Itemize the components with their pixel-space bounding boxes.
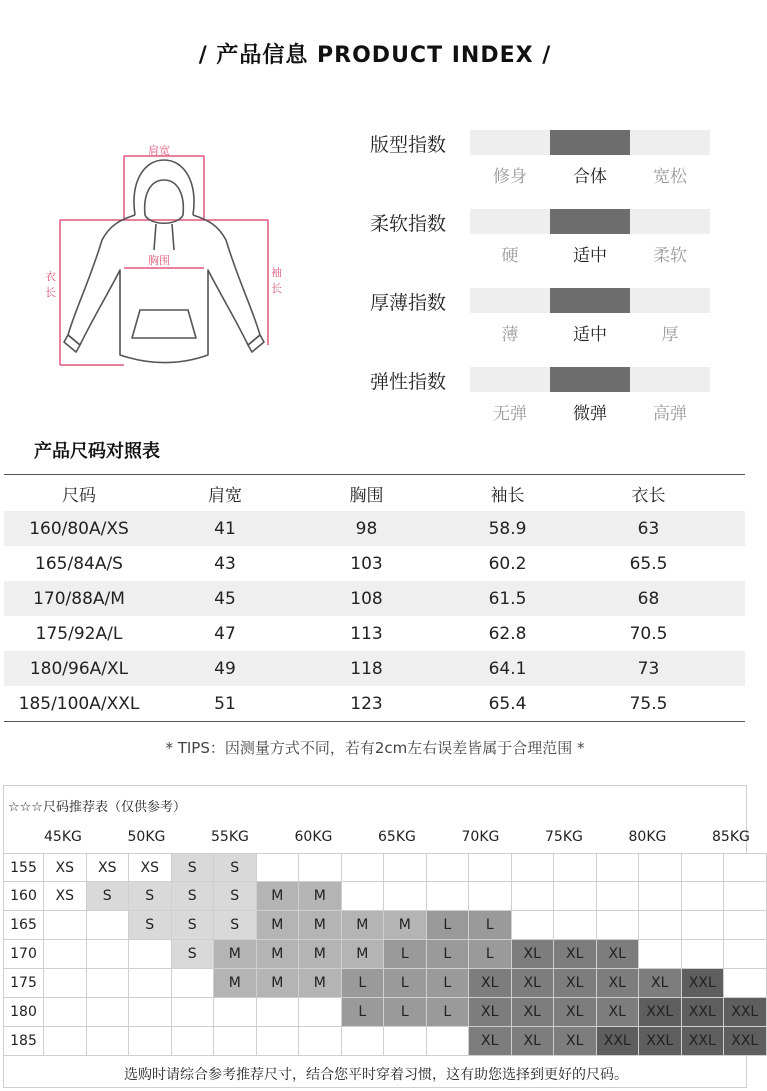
- header-cell: 袖长: [490, 485, 525, 506]
- size-cell: [384, 1027, 427, 1056]
- index-option-selected: 微弹: [573, 404, 607, 424]
- size-cell: [597, 911, 640, 940]
- size-cell: [129, 940, 172, 969]
- size-cell: [512, 911, 555, 940]
- table-cell: 180/96A/XL: [29, 658, 129, 679]
- index-option-selected: 合体: [573, 167, 607, 187]
- size-cell: [682, 882, 725, 911]
- index-marker: [550, 130, 630, 155]
- size-cell: [427, 882, 470, 911]
- index-option: 柔软: [653, 246, 687, 266]
- size-cell: S: [214, 911, 257, 940]
- index-option: 硬: [501, 246, 519, 266]
- height-label: 170: [4, 940, 44, 969]
- size-cell: [44, 969, 87, 998]
- size-cell: XXL: [639, 1027, 682, 1056]
- size-cell: [129, 1027, 172, 1056]
- size-table: [4, 474, 745, 722]
- size-cell: [724, 911, 767, 940]
- size-cell: [682, 911, 725, 940]
- size-cell: L: [384, 998, 427, 1027]
- size-cell: XXL: [597, 1027, 640, 1056]
- table-cell: 47: [214, 623, 236, 644]
- index-marker: [550, 288, 630, 313]
- size-cell: [87, 969, 130, 998]
- weight-label: 55KG: [211, 829, 249, 845]
- weight-label: 65KG: [378, 829, 416, 845]
- weight-label: 75KG: [545, 829, 583, 845]
- table-cell: 61.5: [488, 588, 527, 609]
- table-cell: 108: [350, 588, 383, 609]
- sleeve-label-1: 袖: [271, 266, 282, 279]
- table-cell: 170/88A/M: [33, 588, 125, 609]
- table-cell: 98: [355, 518, 378, 539]
- size-cell: L: [469, 911, 512, 940]
- size-cell: XXL: [639, 998, 682, 1027]
- table-cell: 175/92A/L: [35, 623, 123, 644]
- size-cell: [639, 853, 682, 882]
- size-cell: S: [172, 882, 215, 911]
- index-option-selected: 适中: [573, 246, 607, 266]
- index-option: 无弹: [493, 404, 527, 424]
- size-cell: [87, 1027, 130, 1056]
- size-cell: XXL: [682, 998, 725, 1027]
- size-cell: L: [427, 940, 470, 969]
- table-cell: 60.2: [488, 553, 527, 574]
- size-cell: [554, 882, 597, 911]
- size-cell: [427, 853, 470, 882]
- size-cell: [87, 940, 130, 969]
- index-bar: [470, 367, 710, 392]
- size-cell: S: [214, 853, 257, 882]
- table-cell: 123: [350, 693, 383, 714]
- size-cell: XS: [129, 853, 172, 882]
- size-cell: XL: [554, 998, 597, 1027]
- table-cell: 160/80A/XS: [29, 518, 129, 539]
- size-cell: XL: [554, 969, 597, 998]
- size-cell: XL: [469, 998, 512, 1027]
- size-cell: M: [342, 911, 385, 940]
- size-cell: M: [257, 911, 300, 940]
- size-cell: XL: [469, 969, 512, 998]
- table-cell: 113: [350, 623, 383, 644]
- size-cell: M: [299, 969, 342, 998]
- recommendation-title: ☆☆☆尺码推荐表（仅供参考）: [8, 800, 186, 815]
- recommendation-footer: 选购时请综合参考推荐尺寸，结合您平时穿着习惯，这有助您选择到更好的尺码。: [124, 1067, 628, 1083]
- size-cell: [554, 853, 597, 882]
- size-cell: [639, 911, 682, 940]
- size-cell: L: [342, 998, 385, 1027]
- size-cell: [299, 998, 342, 1027]
- size-cell: [597, 853, 640, 882]
- table-cell: 103: [350, 553, 383, 574]
- table-cell: 70.5: [629, 623, 668, 644]
- size-cell: [214, 1027, 257, 1056]
- weight-label: 50KG: [127, 829, 166, 845]
- index-label: 版型指数: [370, 134, 447, 156]
- size-cell: L: [469, 940, 512, 969]
- table-cell: 41: [214, 518, 236, 539]
- shoulder-label: 肩宽: [148, 144, 170, 157]
- size-cell: S: [172, 853, 215, 882]
- size-cell: XL: [554, 1027, 597, 1056]
- size-cell: XXL: [682, 1027, 725, 1056]
- size-cell: [299, 1027, 342, 1056]
- size-cell: M: [257, 882, 300, 911]
- size-cell: XL: [512, 940, 555, 969]
- size-cell: XL: [597, 998, 640, 1027]
- size-cell: [384, 853, 427, 882]
- size-cell: [512, 853, 555, 882]
- size-cell: [342, 1027, 385, 1056]
- size-cell: XL: [512, 998, 555, 1027]
- table-cell: 75.5: [629, 693, 668, 714]
- size-cell: [129, 969, 172, 998]
- table-cell: 49: [214, 658, 236, 679]
- weight-label: 45KG: [44, 829, 82, 845]
- table-cell: 68: [637, 588, 660, 609]
- size-table-header: [4, 475, 745, 511]
- size-cell: [682, 853, 725, 882]
- size-cell: L: [384, 940, 427, 969]
- size-cell: [639, 882, 682, 911]
- size-recommendation: [3, 785, 759, 1088]
- table-row: [4, 686, 745, 721]
- size-cell: XL: [597, 940, 640, 969]
- size-cell: [172, 969, 215, 998]
- size-cell: [44, 998, 87, 1027]
- table-row: [4, 581, 745, 616]
- size-cell: [384, 882, 427, 911]
- index-marker: [550, 367, 630, 392]
- size-cell: XS: [44, 853, 87, 882]
- table-cell: 63: [637, 518, 660, 539]
- size-cell: [469, 853, 512, 882]
- size-cell: S: [87, 882, 130, 911]
- size-cell: M: [299, 940, 342, 969]
- size-cell: [87, 998, 130, 1027]
- tips-note: * TIPS：因测量方式不同，若有2cm左右误差皆属于合理范围 *: [165, 739, 585, 757]
- size-cell: [597, 882, 640, 911]
- size-cell: [257, 853, 300, 882]
- size-cell: [87, 911, 130, 940]
- size-cell: L: [427, 911, 470, 940]
- size-cell: [172, 998, 215, 1027]
- size-cell: S: [129, 911, 172, 940]
- table-cell: 64.1: [488, 658, 527, 679]
- index-bar: [470, 209, 710, 234]
- size-cell: [682, 940, 725, 969]
- index-elasticity: [370, 367, 715, 427]
- size-cell: [44, 911, 87, 940]
- size-cell: M: [214, 940, 257, 969]
- index-label: 柔软指数: [370, 213, 447, 235]
- size-cell: XXL: [724, 998, 767, 1027]
- table-cell: 185/100A/XXL: [18, 693, 140, 714]
- index-fit: [370, 130, 715, 190]
- index-thickness: [370, 288, 715, 348]
- table-row: [4, 511, 745, 546]
- size-cell: [639, 940, 682, 969]
- size-cell: XS: [44, 882, 87, 911]
- table-row: [4, 651, 745, 686]
- index-option: 修身: [493, 167, 527, 187]
- table-cell: 118: [350, 658, 383, 679]
- weight-label: 80KG: [628, 829, 667, 845]
- size-cell: M: [299, 911, 342, 940]
- height-label: 185: [4, 1027, 44, 1056]
- size-cell: XL: [554, 940, 597, 969]
- height-label: 155: [4, 853, 44, 882]
- table-cell: 58.9: [488, 518, 527, 539]
- table-cell: 51: [214, 693, 236, 714]
- size-table-title: 产品尺码对照表: [34, 441, 160, 462]
- size-cell: [427, 1027, 470, 1056]
- size-cell: [724, 969, 767, 998]
- index-option: 宽松: [653, 167, 687, 187]
- table-cell: 62.8: [488, 623, 527, 644]
- table-cell: 45: [214, 588, 236, 609]
- size-cell: L: [342, 969, 385, 998]
- size-cell: [724, 940, 767, 969]
- size-cell: [214, 998, 257, 1027]
- index-bar: [470, 130, 710, 155]
- size-cell: [299, 853, 342, 882]
- size-cell: [469, 882, 512, 911]
- chest-label: 胸围: [148, 254, 170, 267]
- table-row: [4, 546, 745, 581]
- size-cell: L: [384, 969, 427, 998]
- index-label: 弹性指数: [370, 371, 447, 393]
- size-cell: M: [257, 969, 300, 998]
- weight-label: 85KG: [712, 829, 750, 845]
- size-cell: S: [214, 882, 257, 911]
- height-label: 165: [4, 911, 44, 940]
- size-cell: [257, 1027, 300, 1056]
- size-cell: M: [299, 882, 342, 911]
- table-row: [4, 616, 745, 651]
- size-cell: XS: [87, 853, 130, 882]
- table-cell: 73: [637, 658, 660, 679]
- size-cell: [172, 1027, 215, 1056]
- size-cell: XXL: [724, 1027, 767, 1056]
- index-option: 厚: [661, 325, 679, 345]
- size-cell: XL: [512, 1027, 555, 1056]
- size-cell: XL: [597, 969, 640, 998]
- size-cell: M: [257, 940, 300, 969]
- height-label: 175: [4, 969, 44, 998]
- index-option-selected: 适中: [573, 325, 607, 345]
- table-cell: 65.5: [629, 553, 668, 574]
- length-label-1: 衣: [45, 270, 56, 283]
- size-cell: M: [342, 940, 385, 969]
- header-cell: 肩宽: [208, 485, 242, 506]
- size-cell: [44, 1027, 87, 1056]
- weight-label: 60KG: [294, 829, 333, 845]
- size-cell: XL: [639, 969, 682, 998]
- size-cell: [724, 853, 767, 882]
- page-title: / 产品信息 PRODUCT INDEX /: [198, 43, 552, 68]
- size-cell: [554, 911, 597, 940]
- header-cell: 尺码: [62, 485, 96, 506]
- size-cell: S: [172, 940, 215, 969]
- size-cell: XL: [469, 1027, 512, 1056]
- size-cell: L: [427, 969, 470, 998]
- table-cell: 165/84A/S: [35, 553, 123, 574]
- index-bar: [470, 288, 710, 313]
- garment-diagram: [40, 140, 290, 380]
- index-option: 高弹: [653, 404, 687, 424]
- index-marker: [550, 209, 630, 234]
- size-cell: [257, 998, 300, 1027]
- sleeve-label-2: 长: [271, 282, 282, 295]
- size-cell: L: [427, 998, 470, 1027]
- size-cell: [44, 940, 87, 969]
- size-cell: M: [384, 911, 427, 940]
- size-cell: XL: [512, 969, 555, 998]
- size-cell: M: [214, 969, 257, 998]
- height-label: 160: [4, 882, 44, 911]
- header-cell: 衣长: [631, 485, 666, 506]
- header-cell: 胸围: [349, 485, 384, 506]
- size-cell: [342, 853, 385, 882]
- size-cell: [512, 882, 555, 911]
- table-cell: 43: [214, 553, 236, 574]
- weight-label: 70KG: [461, 829, 500, 845]
- length-label-2: 长: [45, 286, 56, 299]
- index-option: 薄: [501, 325, 519, 345]
- table-cell: 65.4: [488, 693, 527, 714]
- size-cell: [724, 882, 767, 911]
- size-cell: [129, 998, 172, 1027]
- size-cell: S: [129, 882, 172, 911]
- index-softness: [370, 209, 715, 269]
- index-label: 厚薄指数: [370, 292, 447, 314]
- size-cell: XXL: [682, 969, 725, 998]
- height-label: 180: [4, 998, 44, 1027]
- size-cell: S: [172, 911, 215, 940]
- size-cell: [342, 882, 385, 911]
